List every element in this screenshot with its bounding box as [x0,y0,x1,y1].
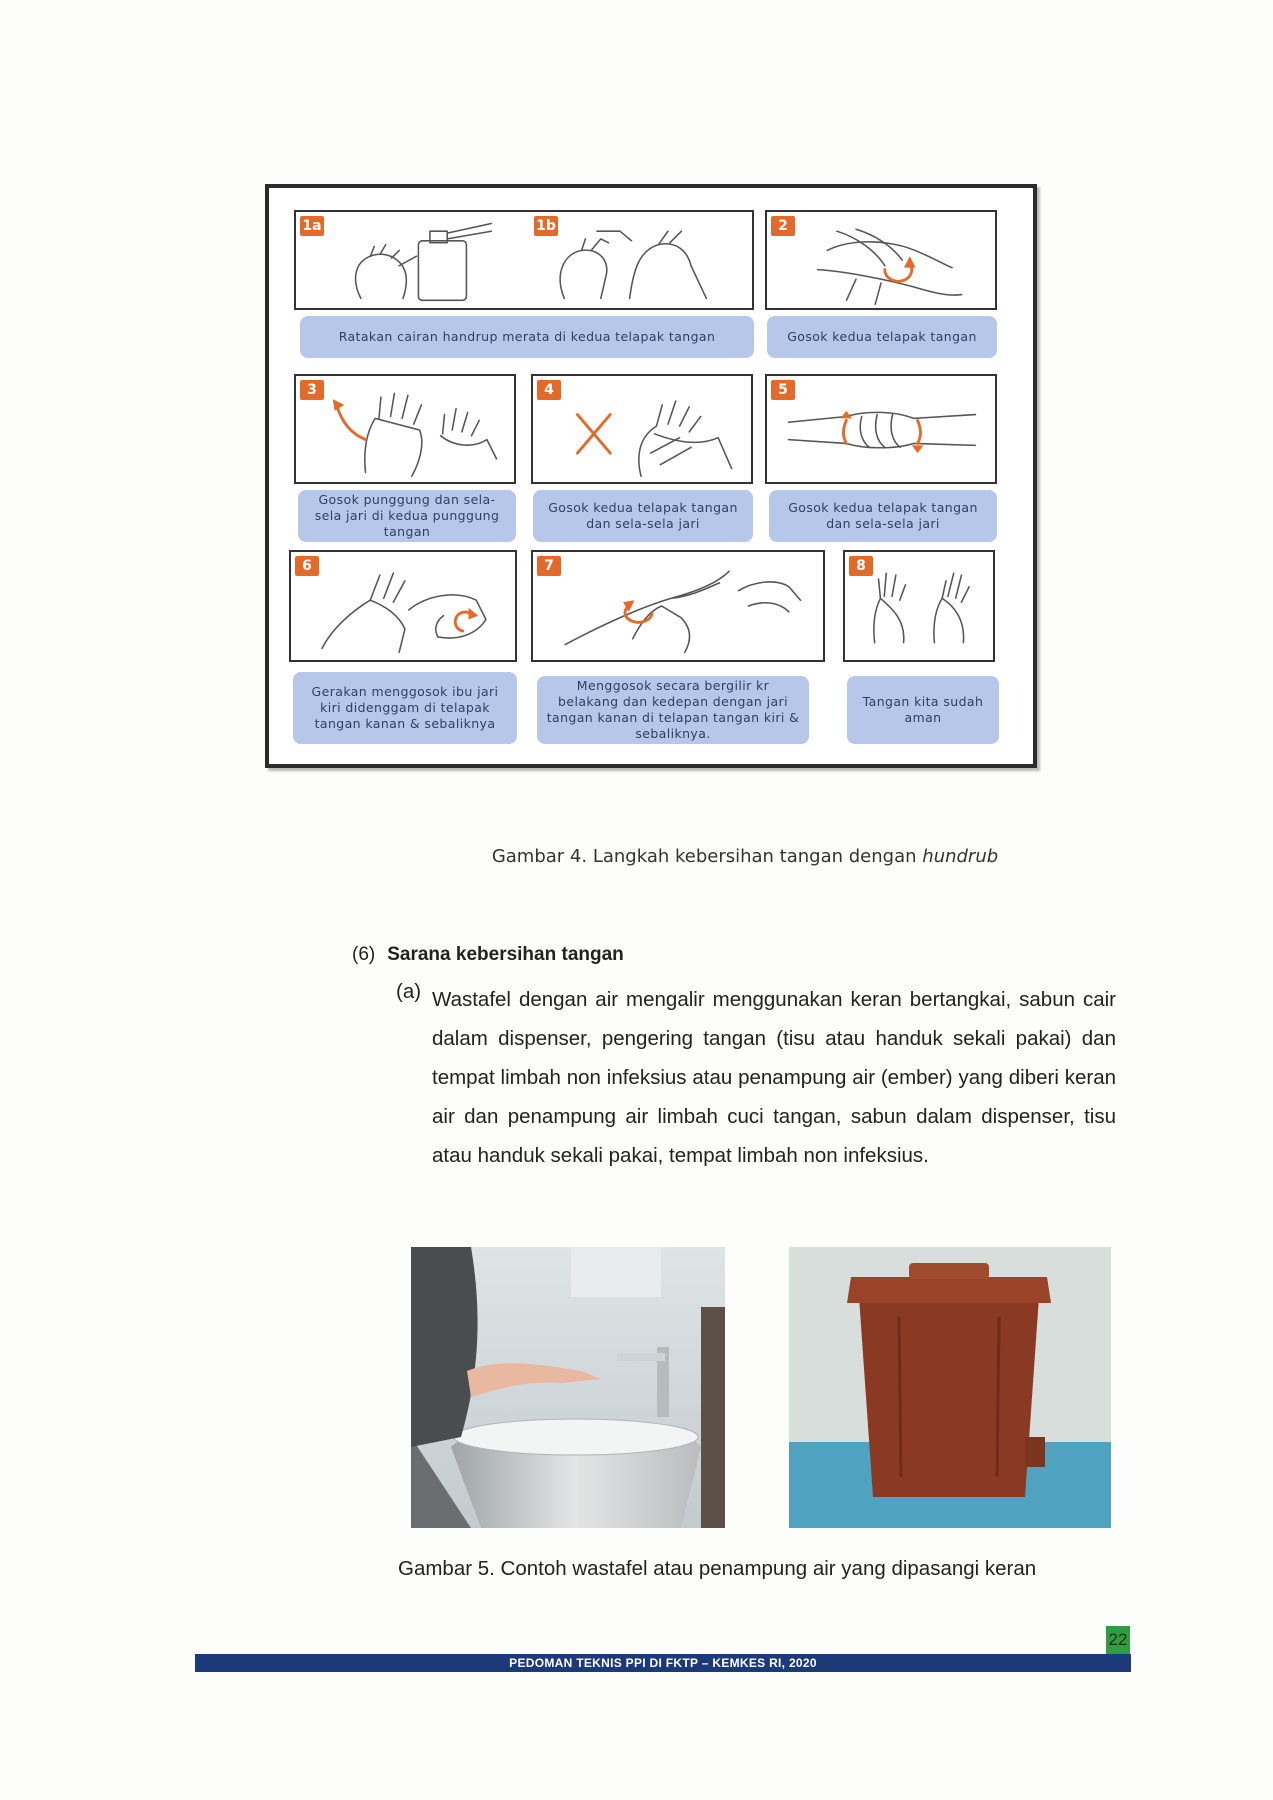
washbasin-photo-drawing [411,1247,725,1528]
step-badge-5: 5 [771,380,795,400]
step-badge-2: 2 [771,216,795,236]
step-caption-6: Gerakan menggosok ibu jari kiri didenggam di telapak tangan kanan & sebaliknya [293,672,517,744]
step-badge-7: 7 [537,556,561,576]
list-item-text: Wastafel dengan air mengalir menggunakan keran bertangkai, sabun cair dalam dispenser, pengering tangan (tisu atau handuk sekali pakai) dan tempat limbah non infeksius atau penampung air (ember) yang diberi keran air dan penampung air limbah cuci tangan, sabun dalam dispenser, tisu atau handuk sekali pakai, tempat limbah non infeksius. [432,988,1116,1167]
step-badge-4: 4 [537,380,561,400]
step-1-panel [294,210,754,310]
hands-dispenser-illustration [296,212,752,308]
handrub-steps-infographic [265,184,1037,768]
step-2-panel [765,210,997,310]
step-badge-3: 3 [300,380,324,400]
figure-5-caption: Gambar 5. Contoh wastafel atau penampung air yang dipasangi keran [398,1557,1037,1580]
step-5-panel [765,374,997,484]
step-caption-7: Menggosok secara bergilir kr belakang dan kedepan dengan jari tangan kanan di telapan tangan kiri & sebaliknya. [537,676,809,744]
fingertip-rub-illustration [533,552,823,660]
clean-hands-illustration [845,552,993,660]
figure-4-caption-text: Gambar 4. Langkah kebersihan tangan dengan [491,846,917,867]
step-7-panel [531,550,825,662]
washbasin-photo [411,1247,725,1528]
figure-4-caption-italic: hundrub [922,846,999,867]
step-3-panel [294,374,516,484]
fingers-locked-illustration [767,376,995,482]
section-heading [352,944,624,966]
step-caption-4: Gosok kedua telapak tangan dan sela-sela jari [533,490,753,542]
section-title: Sarana kebersihan tangan [387,944,624,965]
thumb-rotation-illustration [291,552,515,660]
step-4-panel [531,374,753,484]
step-caption-8: Tangan kita sudah aman [847,676,999,744]
step-caption-1: Ratakan cairan handrup merata di kedua telapak tangan [300,316,754,358]
step-caption-3: Gosok punggung dan sela- sela jari di kedua punggung tangan [298,490,516,542]
palm-rub-illustration [767,212,995,308]
list-item-label: (a) [396,980,422,1003]
water-container-photo-drawing [789,1247,1111,1528]
back-of-hands-illustration [296,376,514,482]
step-badge-6: 6 [295,556,319,576]
step-8-panel [843,550,995,662]
page-number: 22 [1106,1626,1130,1654]
footer-text: PEDOMAN TEKNIS PPI DI FKTP – KEMKES RI, 2020 [509,1656,817,1670]
step-badge-1a: 1a [300,216,324,236]
water-container-photo [789,1247,1111,1528]
step-caption-5: Gosok kedua telapak tangan dan sela-sela jari [769,490,997,542]
step-badge-1b: 1b [534,216,558,236]
section-number: (6) [352,944,376,965]
step-badge-8: 8 [849,556,873,576]
figure-4-caption [0,846,1273,867]
interlaced-fingers-illustration [533,376,751,482]
step-caption-2: Gosok kedua telapak tangan [767,316,997,358]
step-6-panel [289,550,517,662]
